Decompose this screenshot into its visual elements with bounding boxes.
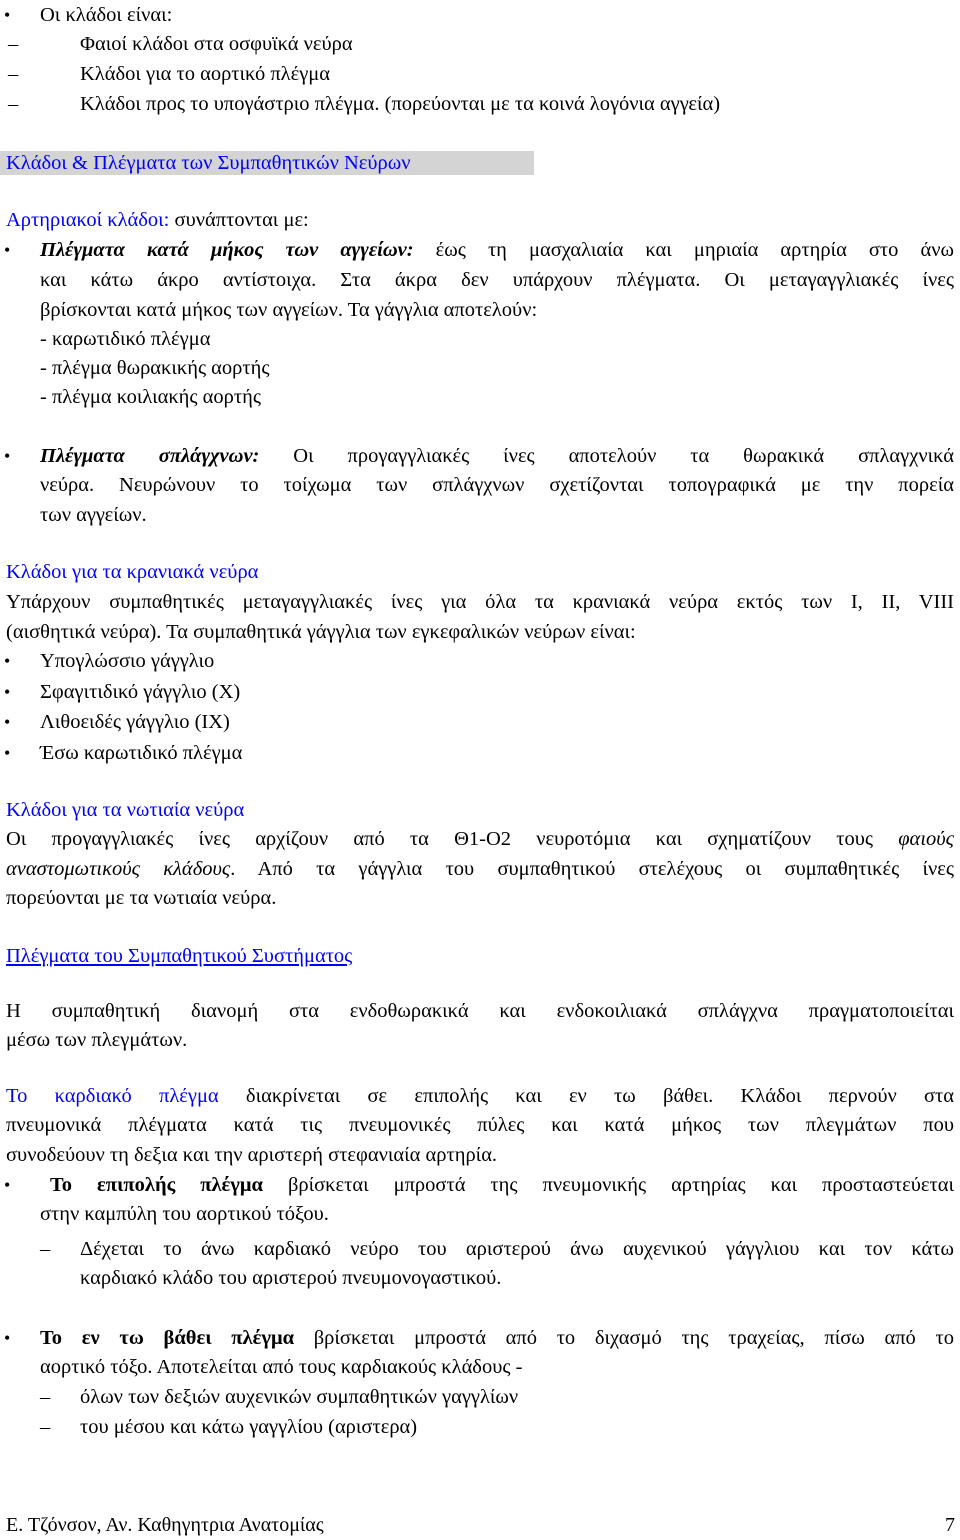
vessels-line: [40, 235, 954, 265]
deep-line: [40, 1323, 954, 1353]
viscera-text: Οι προγαγγλιακές ίνες αποτελούν τα θωρακικά σπλαγχνικά: [259, 445, 954, 467]
intro-item: Κλάδοι για το αορτικό πλέγμα: [80, 63, 331, 85]
vessels-label: Πλέγματα κατά μήκος των αγγείων:: [40, 239, 414, 261]
bullet-icon: •: [4, 446, 11, 466]
cranial-text: Υπάρχουν συμπαθητικές μεταγαγγλιακές ίνες για όλα τα κρανιακά νεύρα εκτός των I, II, VIII: [6, 591, 954, 613]
footer-author: Ε. Τζόνσον, Αν. Καθηγητρια Ανατομίας: [6, 1514, 324, 1536]
dash-icon: –: [8, 93, 19, 115]
arterial-label: Αρτηριακοί κλάδοι:: [6, 209, 170, 231]
intro-heading: Οι κλάδοι είναι:: [40, 4, 173, 26]
deep-label: Το εν τω βάθει πλέγμα: [40, 1327, 295, 1349]
spinal-text: . Από τα γάγγλια του συμπαθητικού στελέχους οι συμπαθητικές ίνες: [230, 858, 954, 880]
cranial-text: (αισθητικά νεύρα). Τα συμπαθητικά γάγγλια των εγκεφαλικών νεύρων είναι:: [6, 621, 636, 643]
cranial-item: Έσω καρωτιδικό πλέγμα: [40, 742, 243, 764]
superficial-text: στην καμπύλη του αορτικού τόξου.: [40, 1203, 329, 1225]
bullet-icon: •: [4, 743, 11, 763]
section-title: Κλάδοι για τα κρανιακά νεύρα: [6, 561, 259, 583]
bullet-icon: •: [4, 712, 11, 732]
bullet-icon: •: [4, 1328, 11, 1348]
ganglion-item: - πλέγμα θωρακικής αορτής: [40, 357, 270, 379]
section-title: Κλάδοι & Πλέγματα των Συμπαθητικών Νεύρων: [6, 152, 411, 174]
superficial-dash-text: Δέχεται το άνω καρδιακό νεύρο του αριστερού άνω αυχενικού γάγγλιου και τον κάτω: [80, 1238, 954, 1260]
spinal-italic: αναστομωτικούς κλάδους: [6, 858, 231, 880]
dash-icon: –: [40, 1416, 51, 1438]
vessels-text: βρίσκονται κατά μήκος των αγγείων. Τα γάγγλια αποτελούν:: [40, 299, 538, 321]
cranial-item: Σφαγιτιδικό γάγγλιο (X): [40, 681, 241, 703]
section-title: Πλέγματα του Συμπαθητικού Συστήματος: [6, 945, 353, 967]
intro-item: Κλάδοι προς το υπογάστριο πλέγμα. (πορεύονται με τα κοινά λογόνια αγγεία): [80, 93, 721, 115]
arterial-text: συνάπτονται με:: [169, 209, 309, 231]
bullet-icon: •: [4, 651, 11, 671]
bullet-icon: •: [4, 1175, 11, 1195]
dash-icon: –: [40, 1386, 51, 1408]
spinal-line: [6, 824, 954, 854]
arterial-line: [6, 205, 309, 235]
spinal-text: Οι προγαγγλιακές ίνες αρχίζουν από τα Θ1-Ο2 νευροτόμια και σχηματίζουν τους: [6, 828, 874, 850]
section-title: Κλάδοι για τα νωτιαία νεύρα: [6, 799, 245, 821]
viscera-text: νεύρα. Νευρώνουν το τοίχωμα των σπλάγχνων σχετίζονται τοπογραφικά με την πορεία: [40, 474, 954, 496]
bullet-icon: •: [4, 240, 11, 260]
bullet-icon: •: [4, 682, 11, 702]
cardiac-text: διακρίνεται σε επιπολής και εν τω βάθει. Κλάδοι περνούν στα: [218, 1085, 955, 1107]
cranial-item: Υπογλώσσιο γάγγλιο: [40, 650, 215, 672]
spinal-line: [6, 854, 954, 884]
cardiac-text: συνοδεύουν τη δεξια και την αριστερή στεφανιαία αρτηρία.: [6, 1144, 498, 1166]
plexus-text: μέσω των πλεγμάτων.: [6, 1029, 188, 1051]
cranial-item: Λιθοειδές γάγγλιο (IX): [40, 711, 230, 733]
viscera-line: [40, 441, 954, 471]
superficial-dash-text: καρδιακό κλάδο του αριστερού πνευμονογαστικού.: [80, 1267, 502, 1289]
cardiac-label: Το καρδιακό πλέγμα: [6, 1085, 219, 1107]
vessels-text: και κάτω άκρο αντίστοιχα. Στα άκρα δεν υπάρχουν πλέγματα. Οι μεταγαγγλιακές ίνες: [40, 269, 954, 291]
superficial-text: βρίσκεται μπροστά της πνευμονικής αρτηρίας και προσταστεύεται: [262, 1174, 954, 1196]
dash-icon: –: [8, 33, 19, 55]
dash-icon: –: [40, 1238, 51, 1260]
deep-text: βρίσκεται μπροστά από το διχασμό της τραχείας, πίσω από το: [294, 1327, 955, 1349]
deep-text: αορτικό τόξο. Αποτελείται από τους καρδιακούς κλάδους -: [40, 1356, 523, 1378]
vessels-text: έως τη μασχαλιαία και μηριαία αρτηρία στο άνω: [413, 239, 954, 261]
intro-item: Φαιοί κλάδοι στα οσφυϊκά νεύρα: [80, 33, 353, 55]
deep-item: του μέσου και κάτω γαγγλίου (αριστερα): [80, 1416, 418, 1438]
plexus-text: Η συμπαθητική διανομή στα ενδοθωρακικά και ενδοκοιλιακά σπλάγχνα πραγματοποιείται: [6, 1000, 954, 1022]
spinal-text: πορεύονται με τα νωτιαία νεύρα.: [6, 887, 277, 909]
ganglion-item: - πλέγμα κοιλιακής αορτής: [40, 386, 261, 408]
cardiac-text: πνευμονικά πλέγματα κατά τις πνευμονικές πύλες και κατά μήκος των πλεγμάτων που: [6, 1114, 954, 1136]
cardiac-line: [6, 1081, 954, 1111]
bullet-icon: •: [4, 5, 11, 25]
dash-icon: –: [8, 63, 19, 85]
superficial-label: Το επιπολής πλέγμα: [50, 1174, 263, 1196]
superficial-line: [50, 1170, 954, 1200]
ganglion-item: - καρωτιδικό πλέγμα: [40, 328, 211, 350]
viscera-text: των αγγείων.: [40, 504, 147, 526]
footer-page-number: 7: [945, 1514, 955, 1536]
viscera-label: Πλέγματα σπλάγχνων:: [40, 445, 260, 467]
spinal-italic: φαιούς: [873, 828, 954, 850]
deep-item: όλων των δεξιών αυχενικών συμπαθητικών γαγγλίων: [80, 1386, 519, 1408]
